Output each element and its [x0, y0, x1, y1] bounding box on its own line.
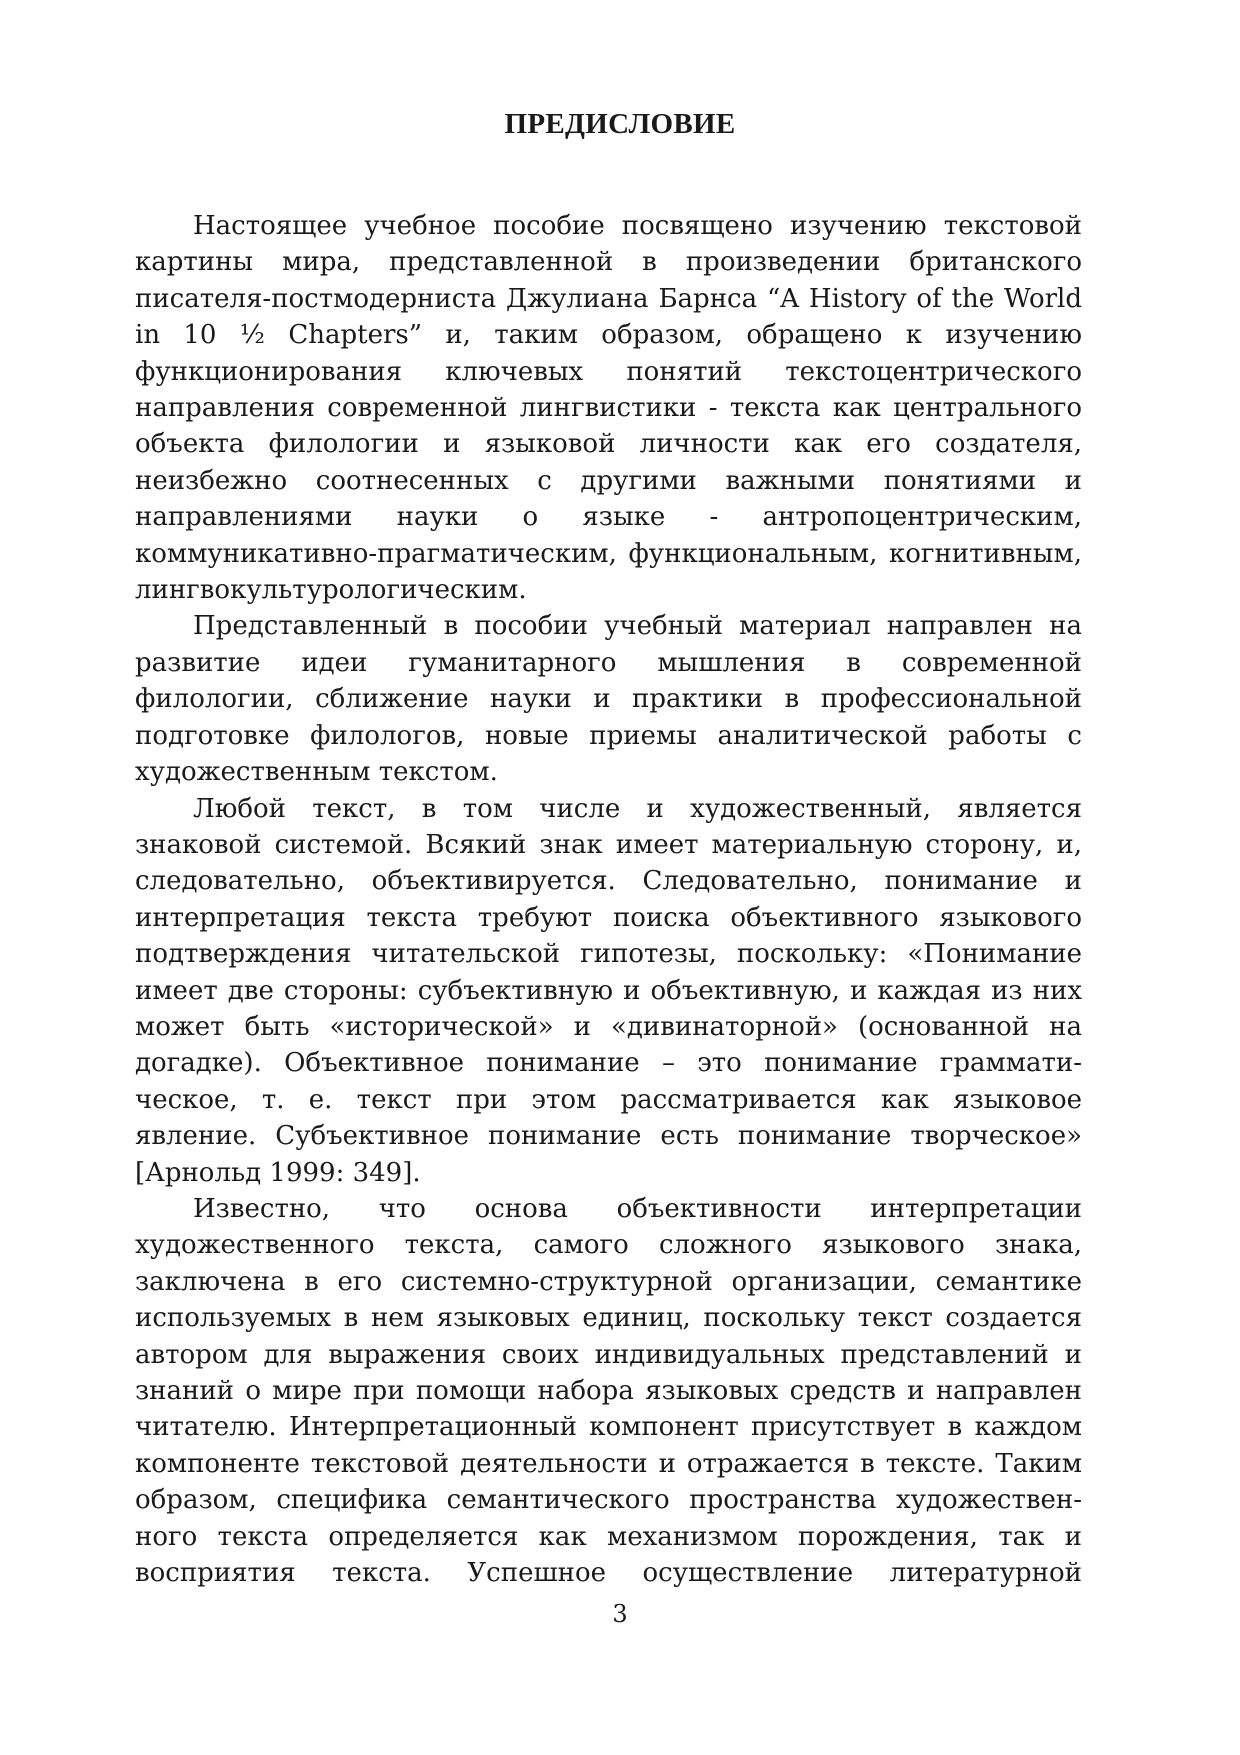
body-text	[135, 208, 1082, 1591]
paragraph-3: Любой текст, в том числе и художественный, является знаковой системой. Всякий знак имеет материальную сторону, и, следовательно, объективируется. Следовательно, понимание и интерпретация текста требуют поиска объективного языкового подтверждения читательской гипотезы, поскольку: «Понимание имеет две стороны: субъективную и объективную, и каждая из них может быть «исторической» и «дивинаторной» (основанной на догадке). Объективное понимание – это понимание грамматическое, т. е. текст при этом рассматривается как языковое явление. Субъективное понимание есть понимание творческое» [Арнольд 1999: 349].	[135, 793, 1082, 1188]
paragraph-4: Известно, что основа объективности интерпретации художественного текста, самого сложного языкового знака, заключена в его системно-структурной организации, семантике используемых в нем языковых единиц, поскольку текст создается автором для выражения своих индивидуальных представлений и знаний о мире при помощи набора языковых средств и направлен читателю. Интерпретационный компонент присутствует в каждом компоненте текстовой деятельности и отражается в тексте. Таким образом, специфика семантического пространства художественного текста определяется как механизмом порождения, так и восприятия текста. Успешное осуществление литературной	[135, 1193, 1082, 1589]
paragraph-1: Настоящее учебное пособие посвящено изучению текстовой картины мира, представленной в произведении британского писателя-постмодерниста Джулиана Барнса “A History of the World in 10 ½ Chapters” и, таким образом, обращено к изучению функционирования ключевых понятий текстоцентрического направления современной лингвистики - текста как центрального объекта филологии и языковой личности как его создателя, неизбежно соотнесенных с другими важными понятиями и направлениями науки о языке - антропоцентрическим, коммуникативно-прагматическим, функциональным, когнитивным, лингвокультурологическим.	[135, 211, 1082, 606]
page-number: 3	[612, 1600, 628, 1628]
paragraph-2: Представленный в пособии учебный материал направлен на развитие идеи гуманитарного мышления в современной филологии, сближение науки и практики в профессиональной подготовке филологов, новые приемы аналитической работы с художественным текстом.	[135, 611, 1082, 788]
page-title: ПРЕДИСЛОВИЕ	[504, 108, 736, 140]
